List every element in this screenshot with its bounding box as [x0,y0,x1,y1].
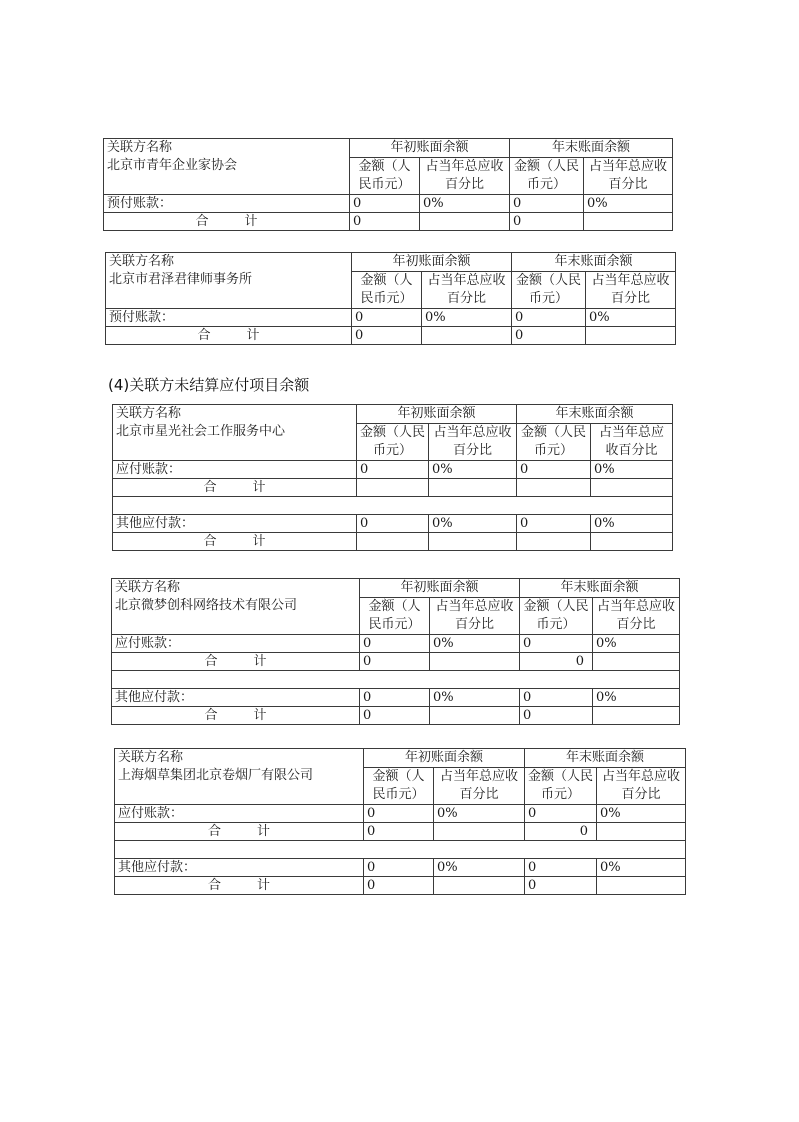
closing-pct: 0% [597,858,686,876]
opening-pct [422,326,512,344]
opening-pct-header: 占当年总应收百分比 [430,597,520,634]
opening-amount: 0 [357,460,429,478]
closing-pct-header: 占当年总应收百分比 [591,423,673,460]
closing-balance-header: 年末账面余额 [512,253,676,272]
opening-pct-header: 占当年总应收百分比 [434,767,525,804]
closing-pct: 0% [586,308,676,326]
row-label: 预付账款： [104,194,350,212]
party-name-header: 关联方名称 [113,405,357,424]
closing-amount-header: 金额（人民币元） [510,157,584,194]
closing-amount: 0 [520,634,593,652]
closing-balance-header: 年末账面余额 [520,579,680,598]
row-label: 预付账款： [106,308,352,326]
total-row [113,532,673,550]
opening-pct [429,532,517,550]
opening-pct-header: 占当年总应收百分比 [422,271,512,308]
opening-amount [357,532,429,550]
opening-amount: 0 [360,688,430,706]
row-label: 其他应付款： [115,858,364,876]
opening-amount-header: 金额（人民币元） [360,597,430,634]
party-name: 北京市青年企业家协会 [104,157,350,194]
opening-pct [434,822,525,840]
table-row [115,804,686,822]
opening-pct-header: 占当年总应收百分比 [429,423,517,460]
opening-pct: 0% [434,804,525,822]
party-name-header: 关联方名称 [104,139,350,158]
opening-amount-header: 金额（人民币元） [352,271,422,308]
closing-pct [591,478,673,496]
closing-amount: 0 [512,326,586,344]
closing-amount: 0 [520,652,593,670]
payable-table-1 [112,404,673,551]
closing-pct [593,706,680,724]
opening-amount-header: 金额（人民币元） [364,767,434,804]
opening-amount: 0 [360,634,430,652]
spacer-row [112,670,680,688]
closing-balance-header: 年末账面余额 [517,405,673,424]
opening-pct: 0% [422,308,512,326]
closing-pct: 0% [591,460,673,478]
opening-pct [420,212,510,230]
opening-amount: 0 [364,804,434,822]
table-row [112,688,680,706]
party-name: 上海烟草集团北京卷烟厂有限公司 [115,767,364,804]
closing-pct [584,212,673,230]
table-row [106,308,676,326]
party-name-header: 关联方名称 [115,749,364,768]
opening-pct [430,652,520,670]
opening-amount: 0 [364,822,434,840]
party-name: 北京微梦创科网络技术有限公司 [112,597,360,634]
closing-pct: 0% [591,514,673,532]
table-row [112,634,680,652]
total-label: 合 计 [112,706,360,724]
table-row [113,514,673,532]
prepaid-table-2 [105,252,676,345]
total-label: 合 计 [112,652,360,670]
closing-pct [586,326,676,344]
total-row [104,212,673,230]
closing-pct: 0% [593,688,680,706]
spacer-row [113,496,673,514]
opening-amount: 0 [360,706,430,724]
closing-pct: 0% [584,194,673,212]
closing-amount: 0 [517,460,591,478]
closing-pct [597,822,686,840]
opening-amount: 0 [364,858,434,876]
row-label: 应付账款： [113,460,357,478]
closing-amount: 0 [525,804,597,822]
closing-pct [597,876,686,894]
total-label: 合 计 [104,212,350,230]
opening-pct: 0% [430,688,520,706]
payable-table-2 [111,578,680,725]
opening-amount: 0 [357,514,429,532]
opening-balance-header: 年初账面余额 [357,405,517,424]
opening-pct [434,876,525,894]
closing-balance-header: 年末账面余额 [525,749,686,768]
closing-balance-header: 年末账面余额 [510,139,673,158]
opening-pct [429,478,517,496]
closing-amount: 0 [525,876,597,894]
party-name-header: 关联方名称 [106,253,352,272]
opening-amount: 0 [360,652,430,670]
total-row [106,326,676,344]
closing-pct [591,532,673,550]
row-label: 其他应付款： [112,688,360,706]
total-row [115,822,686,840]
opening-pct: 0% [429,514,517,532]
opening-pct: 0% [434,858,525,876]
total-label: 合 计 [113,478,357,496]
opening-amount-header: 金额（人民币元） [357,423,429,460]
opening-pct: 0% [430,634,520,652]
closing-amount: 0 [510,212,584,230]
closing-amount: 0 [525,822,597,840]
opening-balance-header: 年初账面余额 [352,253,512,272]
party-name: 北京市君泽君律师事务所 [106,271,352,308]
closing-pct: 0% [593,634,680,652]
closing-pct-header: 占当年总应收百分比 [586,271,676,308]
row-label: 应付账款： [115,804,364,822]
total-label: 合 计 [106,326,352,344]
opening-balance-header: 年初账面余额 [360,579,520,598]
total-label: 合 计 [113,532,357,550]
prepaid-table-1 [103,138,673,231]
closing-amount [517,478,591,496]
table-row [115,858,686,876]
opening-amount: 0 [350,194,420,212]
total-row [115,876,686,894]
opening-pct: 0% [429,460,517,478]
closing-amount [517,532,591,550]
total-row [113,478,673,496]
opening-amount-header: 金额（人民币元） [350,157,420,194]
total-label: 合 计 [115,876,364,894]
spacer-row [115,840,686,858]
total-label: 合 计 [115,822,364,840]
party-name-header: 关联方名称 [112,579,360,598]
opening-amount: 0 [364,876,434,894]
opening-amount: 0 [350,212,420,230]
closing-amount: 0 [512,308,586,326]
opening-pct: 0% [420,194,510,212]
row-label: 其他应付款： [113,514,357,532]
closing-pct-header: 占当年总应收百分比 [584,157,673,194]
closing-amount: 0 [517,514,591,532]
closing-amount: 0 [525,858,597,876]
closing-pct-header: 占当年总应收百分比 [593,597,680,634]
closing-pct [593,652,680,670]
closing-amount-header: 金额（人民币元） [517,423,591,460]
closing-amount-header: 金额（人民币元） [520,597,593,634]
opening-amount: 0 [352,326,422,344]
party-name: 北京市星光社会工作服务中心 [113,423,357,460]
opening-amount: 0 [352,308,422,326]
payable-table-3 [114,748,686,895]
row-label: 应付账款： [112,634,360,652]
closing-amount-header: 金额（人民币元） [512,271,586,308]
section-heading: (4)关联方未结算应付项目余额 [108,376,310,394]
total-row [112,652,680,670]
opening-balance-header: 年初账面余额 [364,749,525,768]
closing-amount: 0 [520,706,593,724]
closing-amount: 0 [520,688,593,706]
opening-pct-header: 占当年总应收百分比 [420,157,510,194]
closing-amount-header: 金额（人民币元） [525,767,597,804]
total-row [112,706,680,724]
table-row [104,194,673,212]
opening-balance-header: 年初账面余额 [350,139,510,158]
table-row [113,460,673,478]
opening-pct [430,706,520,724]
closing-amount: 0 [510,194,584,212]
opening-amount [357,478,429,496]
closing-pct-header: 占当年总应收百分比 [597,767,686,804]
closing-pct: 0% [597,804,686,822]
